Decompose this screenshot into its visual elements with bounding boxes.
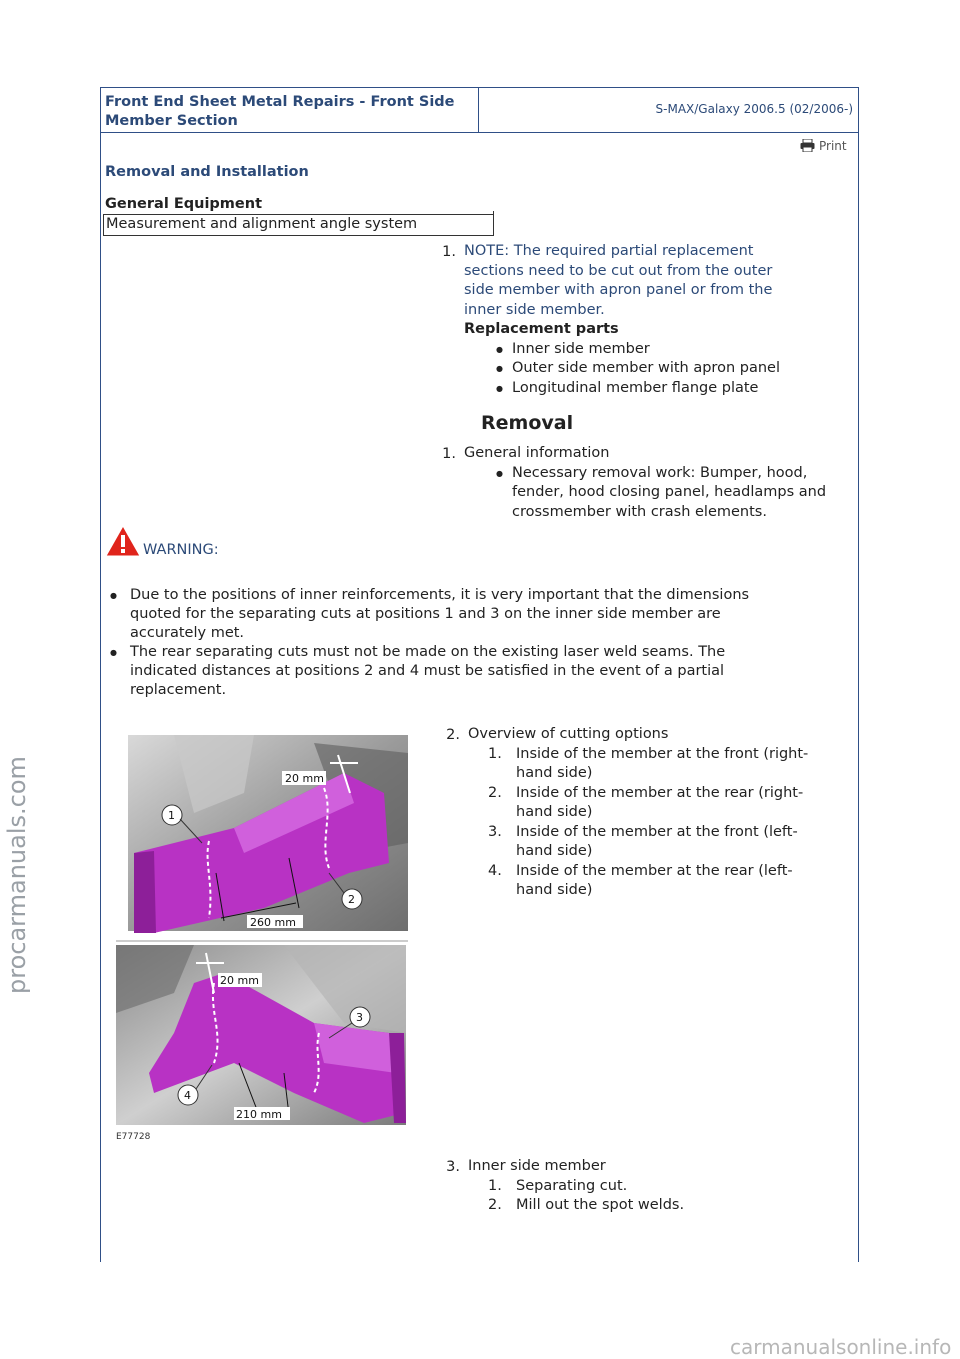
list-item xyxy=(488,862,848,901)
item-number: 1. xyxy=(488,1177,502,1194)
removal-heading: Removal xyxy=(481,412,574,434)
list-item: ● Inner side member xyxy=(494,340,854,360)
warning-line-text: accurately met. xyxy=(130,625,245,641)
bottom-dimension-small: 20 mm xyxy=(220,974,259,987)
item-text: Inside of the member at the front (right- xyxy=(516,745,809,762)
callout-2: 2 xyxy=(348,893,355,906)
list-item xyxy=(488,823,848,862)
replacement-parts-list xyxy=(494,340,854,399)
item-number: 1. xyxy=(488,745,502,762)
equipment-item: Measurement and alignment angle system xyxy=(103,214,494,236)
warning-line-text: ● Due to the positions of inner reinforcements, it is very important that the dimensions xyxy=(130,587,750,603)
inner-member-steps xyxy=(488,1177,848,1216)
callout-4: 4 xyxy=(184,1089,191,1102)
list-item xyxy=(488,745,848,784)
figure-code: E77728 xyxy=(116,1132,151,1142)
bottom-dimension-large: 210 mm xyxy=(236,1108,282,1121)
item-text: hand side) xyxy=(516,765,593,781)
print-link[interactable] xyxy=(800,139,847,155)
list-item xyxy=(488,1177,848,1197)
warning-line-text: indicated distances at positions 2 and 4 must be satisfied in the event of a partial xyxy=(130,663,725,679)
list-item xyxy=(108,586,830,643)
list-item xyxy=(488,1196,848,1216)
bullet-line: ● Necessary removal work: Bumper, hood, xyxy=(512,464,808,481)
warning-label: WARNING: xyxy=(143,542,219,558)
warning-line-text: quoted for the separating cuts at positions 1 and 3 on the inner side member are xyxy=(130,606,721,622)
top-view-image xyxy=(128,735,408,933)
note-line: NOTE: The required partial replacement xyxy=(464,243,754,259)
step-number: 1. xyxy=(442,446,456,462)
list-item xyxy=(494,464,854,523)
step-bullets xyxy=(494,464,854,523)
section-title: Removal and Installation xyxy=(105,164,309,180)
replacement-parts-heading: Replacement parts xyxy=(464,321,619,337)
item-number: 3. xyxy=(488,823,502,840)
warning-icon xyxy=(105,525,141,557)
step-title: Inner side member xyxy=(468,1158,606,1174)
item-number: 2. xyxy=(488,784,502,801)
step-number: 2. xyxy=(446,727,460,743)
warning-line-text: replacement. xyxy=(130,682,227,698)
step-title: Overview of cutting options xyxy=(468,726,669,742)
top-dimension-large: 260 mm xyxy=(250,916,296,929)
item-text: hand side) xyxy=(516,882,593,898)
note-text xyxy=(464,242,854,320)
item-text: hand side) xyxy=(516,804,593,820)
callout-3: 3 xyxy=(356,1011,363,1024)
list-item: ● Outer side member with apron panel xyxy=(494,359,854,379)
bottom-view-image xyxy=(116,945,406,1125)
general-equipment-heading: General Equipment xyxy=(105,196,263,212)
model-label: S-MAX/Galaxy 2006.5 (02/2006-) xyxy=(655,102,853,116)
item-text: Inside of the member at the rear (right- xyxy=(516,784,804,801)
bullet-line: fender, hood closing panel, headlamps and xyxy=(512,484,827,500)
list-item: ● Longitudinal member flange plate xyxy=(494,379,854,399)
bullet-line: crossmember with crash elements. xyxy=(512,503,767,520)
warning-list xyxy=(130,586,830,700)
side-watermark-text: procarmanuals.com xyxy=(3,756,31,994)
print-label: Print xyxy=(819,139,847,153)
cutting-options-figure xyxy=(114,733,410,1145)
document-header xyxy=(100,87,859,133)
item-text: Mill out the spot welds. xyxy=(516,1197,685,1213)
title-line-1: Front End Sheet Metal Repairs - Front Side xyxy=(105,94,455,110)
title-line-2: Member Section xyxy=(105,113,238,129)
step-number: 3. xyxy=(446,1159,460,1175)
note-line: side member with apron panel or from the xyxy=(464,282,773,298)
item-text: Inside of the member at the front (left- xyxy=(516,823,798,840)
item-text: hand side) xyxy=(516,843,593,859)
note-line: sections need to be cut out from the outer xyxy=(464,262,773,279)
table-edge xyxy=(493,211,494,219)
item-number: 2. xyxy=(488,1197,502,1213)
list-item xyxy=(488,784,848,823)
step-title: General information xyxy=(464,445,610,461)
side-watermark xyxy=(3,532,31,994)
top-dimension-small: 20 mm xyxy=(285,772,324,785)
callout-1: 1 xyxy=(168,809,175,822)
item-number: 4. xyxy=(488,862,502,879)
item-text: Separating cut. xyxy=(516,1177,628,1194)
printer-icon xyxy=(800,139,815,155)
bottom-watermark: carmanualsonline.info xyxy=(730,1335,952,1359)
note-line: inner side member. xyxy=(464,301,605,318)
document-title xyxy=(101,88,479,132)
warning-line-text: ● The rear separating cuts must not be made on the existing laser weld seams. The xyxy=(130,644,726,660)
item-text: Inside of the member at the rear (left- xyxy=(516,862,793,879)
step-number: 1. xyxy=(442,244,456,260)
cutting-options-list xyxy=(488,745,848,901)
list-item xyxy=(108,643,830,700)
